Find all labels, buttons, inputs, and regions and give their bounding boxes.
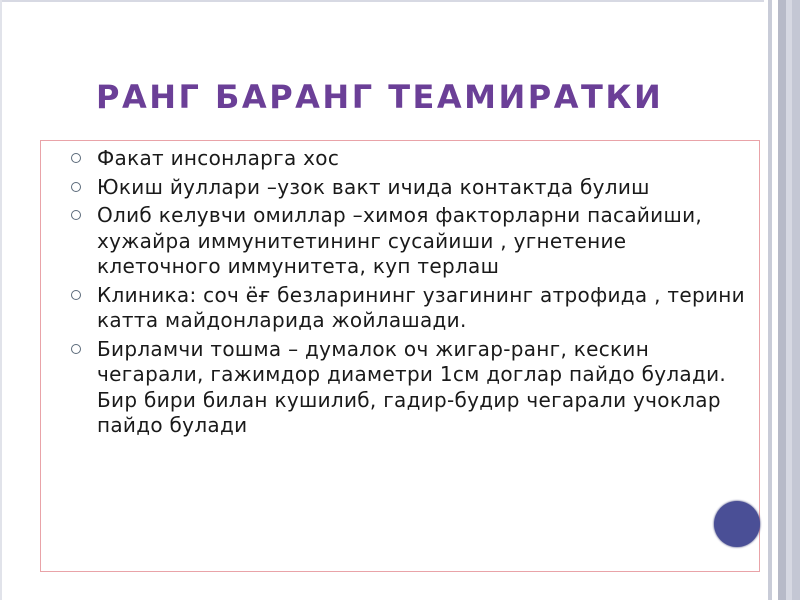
bullet-text: Факат инсонларга хос xyxy=(97,146,340,170)
bullet-circle-icon xyxy=(71,344,81,354)
bullet-item xyxy=(65,146,755,172)
left-border-line xyxy=(0,0,2,600)
bullet-circle-icon xyxy=(71,182,81,192)
right-decorative-stripes xyxy=(764,0,800,600)
bullet-item xyxy=(65,337,755,439)
bullet-circle-icon xyxy=(71,153,81,163)
bullet-list xyxy=(65,146,755,442)
bullet-text: Клиника: соч ёғ безларининг узагининг атрофида , терини катта майдонларида жойлашади. xyxy=(97,282,745,332)
bullet-text: Бирламчи тошма – думалок оч жигар-ранг, кескин чегарали, гажимдор диаметри 1см доглар пайдо булади. Бир бири билан кушилиб, гадир-будир чегарали учоклар пайдо булади xyxy=(97,336,727,437)
content-box xyxy=(40,140,760,572)
bullet-text: Олиб келувчи омиллар –химоя факторларни пасайиши, хужайра иммунитетининг сусайиши , угнетение клеточного иммунитета, куп терлаш xyxy=(97,203,703,278)
bullet-item xyxy=(65,203,755,280)
decorative-circle xyxy=(714,501,760,547)
bullet-circle-icon xyxy=(71,290,81,300)
bullet-text: Юкиш йуллари –узок вакт ичида контактда булиш xyxy=(97,174,650,199)
slide-title: РАНГ БАРАНГ ТЕАМИРАТКИ xyxy=(96,78,664,116)
bullet-item xyxy=(65,283,755,334)
bullet-item xyxy=(65,175,755,201)
bullet-circle-icon xyxy=(71,210,81,220)
top-border-line xyxy=(0,0,764,2)
